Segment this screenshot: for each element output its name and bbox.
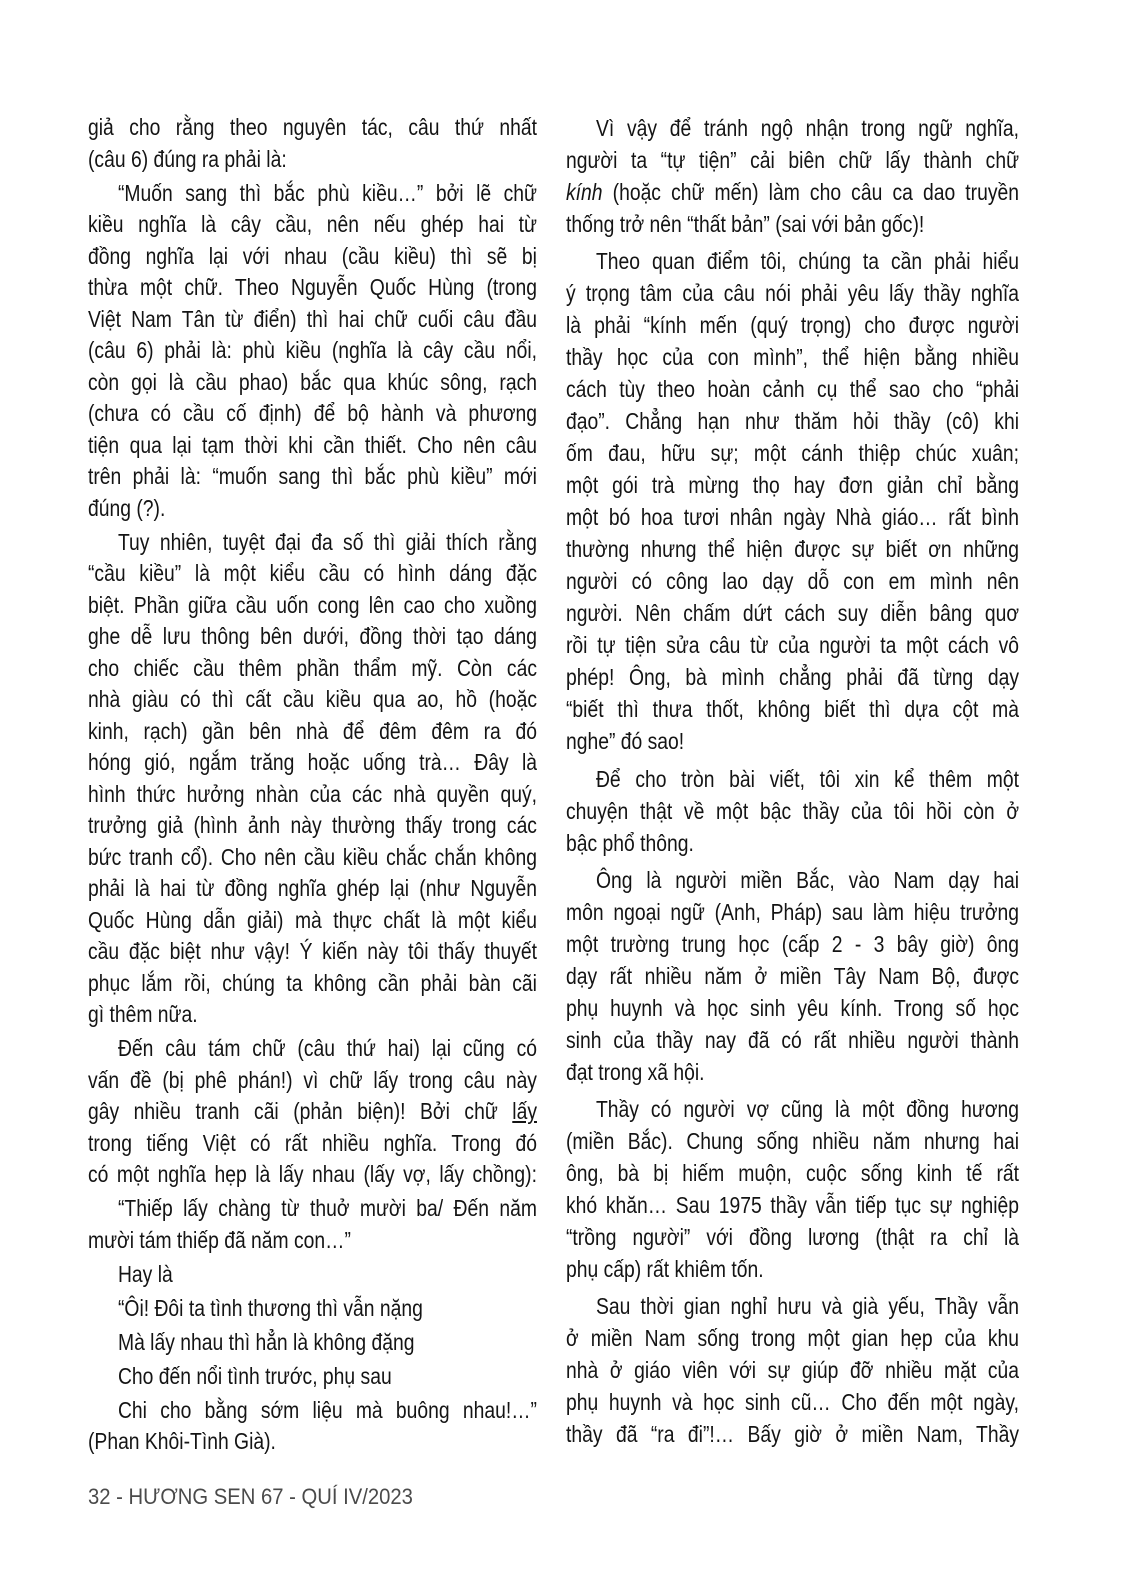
text-line: trong tiếng Việt có rất nhiều nghĩa. Trong đó (88, 1129, 537, 1156)
text-line: mười tám thiếp đã năm con…” (88, 1226, 351, 1253)
text-line: (câu 6) đúng ra phải là: (88, 145, 287, 172)
text-line: Đến câu tám chữ (câu thứ hai) lại cũng có (117, 1035, 537, 1061)
text-line: Ông là người miền Bắc, vào Nam dạy hai (595, 866, 1020, 893)
text-line: thầy đã “ra đi”!… Bấy giờ ở miền Nam, Thầy (566, 1421, 1020, 1448)
text-line: (câu 6) phải là: phù kiều (nghĩa là cây cầu nổi, (88, 337, 537, 363)
text-line: Quốc Hùng dẫn giải) mà thực chất là một kiểu (88, 906, 537, 933)
text-line: đồng nghĩa lại với nhau (cầu kiều) thì sẽ bị (88, 242, 537, 269)
paragraph (566, 1290, 1019, 1450)
text-line: “trồng người” với đồng lương (thật ra chỉ là (566, 1224, 1020, 1251)
text-line: (miền Bắc). Chung sống nhiều năm nhưng hai (566, 1128, 1020, 1155)
text-line: Thầy có người vợ cũng là một đồng hương (595, 1096, 1020, 1123)
text-line: dạy rất nhiều năm ở miền Tây Nam Bộ, được (566, 962, 1020, 989)
text-line: đạt trong xã hội. (566, 1058, 705, 1085)
text-line: ốm đau, hữu sự; một cánh thiệp chúc xuân; (566, 440, 1020, 467)
left-column (88, 112, 537, 1458)
text-line: một bó hoa tươi nhân ngày Nhà giáo… rất bình (566, 504, 1020, 531)
text-line: Hay là (117, 1260, 173, 1287)
text-line: thống trở nên “thất bản” (sai với bản gốc)! (566, 211, 925, 237)
right-column (566, 112, 1019, 1450)
paragraph (88, 178, 537, 525)
text-line: còn gọi là cầu phao) bắc qua khúc sông, rạch (88, 368, 537, 395)
paragraph (88, 1259, 537, 1291)
text-line: thường nhưng thể hiện được sự biết ơn những (566, 536, 1020, 563)
text-line: “biết thì thưa thốt, không biết thì dựa cột mà (566, 696, 1020, 723)
text-line: ông, bà bị hiếm muộn, cuộc sống kinh tế rất (566, 1160, 1020, 1187)
paragraph (88, 112, 537, 175)
text-line: rồi tự tiện sửa câu từ của người ta một cách vô (566, 632, 1020, 659)
text-line: một gói trà mừng thọ hay đơn giản chỉ bằng (566, 472, 1020, 499)
underlined-word: lấy (512, 1098, 537, 1124)
text-line: cho chiếc cầu thêm phần thẩm mỹ. Còn các (88, 654, 537, 681)
paragraph (566, 112, 1019, 240)
text-line: phụ huynh và học sinh cũ… Cho đến một ngày, (566, 1389, 1020, 1416)
text-line: trưởng giả (hình ảnh này thường thấy trong các (88, 812, 537, 838)
paragraph (566, 763, 1019, 859)
text-line: hóng gió, ngắm trăng hoặc uống trà… Đây là (88, 749, 537, 775)
text-line: Chi cho bằng sớm liệu mà buông nhau!…” (117, 1396, 537, 1423)
page-footer: 32 - HƯƠNG SEN 67 - QUÍ IV/2023 (88, 1484, 413, 1509)
text-line: người ta “tự tiện” cải biên chữ lấy thành chữ (566, 147, 1020, 173)
text-line: là phải “kính mến (quý trọng) cho được người (566, 312, 1020, 339)
text-line: đạo”. Chẳng hạn như thăm hỏi thầy (cô) khi (566, 408, 1020, 435)
text-line: kinh, rạch) gần bên nhà để đêm đêm ra đó (88, 717, 537, 744)
poem-line (88, 1361, 537, 1393)
paragraph (566, 864, 1019, 1088)
text-line: môn ngoại ngữ (Anh, Pháp) sau làm hiệu trưởng (566, 898, 1020, 925)
text-line: Cho đến nổi tình trước, phụ sau (117, 1362, 392, 1389)
text-line: thừa một chữ. Theo Nguyễn Quốc Hùng (trong (88, 274, 537, 300)
text-line: tiện qua lại tạm thời khi cần thiết. Cho nên câu (88, 431, 537, 458)
text-line: cầu đặc biệt như vậy! Ý kiến này tôi thấy thuyết (88, 938, 537, 964)
text-line: người có công lao dạy dỗ con em mình nên (566, 568, 1020, 595)
text-line: nhà giàu có thì cất cầu kiều qua ao, hồ (hoặc (88, 686, 537, 712)
text-line: hình thức hưởng nhàn của các nhà quyền quý, (88, 780, 537, 807)
text-line: phục lắm rồi, chúng ta không cần phải bàn cãi (88, 969, 537, 996)
text-line: sinh của thầy nay đã có rất nhiều người thành (566, 1026, 1020, 1053)
text-line: vấn đề (bị phê phán!) vì chữ lấy trong câu này (88, 1066, 537, 1093)
text-line: đúng (?). (88, 494, 166, 521)
text-line: Sau thời gian nghỉ hưu và già yếu, Thầy vẫn (595, 1293, 1020, 1320)
text-line: phụ cấp) rất khiêm tốn. (566, 1256, 764, 1283)
text-line: bức tranh cổ). Cho nên cầu kiều chắc chắn không (88, 843, 537, 870)
poem-line (88, 1293, 537, 1325)
text-line: Việt Nam Tân từ điển) thì hai chữ cuối câu đầu (88, 305, 537, 332)
paragraph (88, 1193, 537, 1256)
text-segment: gây nhiều tranh cãi (phản biện)! Bởi chữ (88, 1098, 513, 1124)
text-line: kiều nghĩa là cây cầu, nên nếu ghép hai từ (88, 211, 537, 237)
text-line: gì thêm nữa. (88, 1001, 198, 1027)
text-line: có một nghĩa hẹp là lấy nhau (lấy vợ, lấy chồng): (88, 1161, 537, 1187)
text-line: “Ôi! Đôi ta tình thương thì vẫn nặng (117, 1294, 423, 1321)
text-line: Tuy nhiên, tuyệt đại đa số thì giải thích rằng (117, 528, 537, 555)
paragraph (88, 1033, 537, 1191)
text-line: Để cho tròn bài viết, tôi xin kể thêm một (595, 765, 1020, 792)
text-line: người. Nên chấm dứt cách suy diễn bâng quơ (566, 600, 1020, 627)
text-line: nghe” đó sao! (566, 728, 685, 755)
text-line: “Muốn sang thì bắc phù kiều…” bởi lẽ chữ (117, 179, 537, 206)
text-segment: (hoặc chữ mến) làm cho câu ca dao truyền (602, 179, 1020, 205)
text-line: giả cho rằng theo nguyên tác, câu thứ nhất (88, 114, 537, 140)
paragraph (566, 1093, 1019, 1285)
text-line: cách tùy theo hoàn cảnh cụ thể sao cho “phải (566, 376, 1020, 403)
text-line: khó khăn… Sau 1975 thầy vẫn tiếp tục sự nghiệp (566, 1192, 1020, 1219)
text-line: bậc phổ thông. (566, 829, 694, 856)
text-line: thầy học của con mình”, thể hiện bằng nhiều (566, 344, 1020, 371)
text-line: trên phải là: “muốn sang thì bắc phù kiều” mới (88, 463, 537, 489)
paragraph (88, 527, 537, 1031)
poem-line (88, 1327, 537, 1359)
text-line: ghe dễ lưu thông bên dưới, đồng thời tạo dáng (88, 623, 537, 649)
text-line: nhà ở giáo viên với sự giúp đỡ nhiều mặt của (566, 1357, 1020, 1384)
text-line: Vì vậy để tránh ngộ nhận trong ngữ nghĩa, (595, 115, 1020, 141)
paragraph (566, 245, 1019, 757)
text-line (88, 1096, 537, 1128)
text-line: (chưa có cầu cố định) để bộ hành và phương (88, 400, 537, 426)
text-line: chuyện thật về một bậc thầy của tôi hồi còn ở (566, 797, 1020, 824)
text-line: biệt. Phần giữa cầu uốn cong lên cao cho xuồng (88, 591, 537, 618)
text-line: một trường trung học (cấp 2 - 3 bây giờ) ông (566, 930, 1020, 957)
text-line: phép! Ông, bà mình chẳng phải đã từng dạy (566, 664, 1020, 691)
text-line: (Phan Khôi-Tình Già). (88, 1428, 276, 1454)
text-line: phải là hai từ đồng nghĩa ghép lại (như Nguyễn (88, 875, 537, 901)
text-line (566, 176, 1019, 208)
text-line: ở miền Nam sống trong một gian hẹp của khu (566, 1325, 1020, 1352)
text-line: Theo quan điểm tôi, chúng ta cần phải hiểu (595, 248, 1020, 275)
text-line: “cầu kiều” là một kiểu cầu có hình dáng đặc (88, 560, 537, 586)
text-line: phụ huynh và học sinh yêu kính. Trong số học (566, 994, 1020, 1021)
text-line: Mà lấy nhau thì hẳn là không đặng (117, 1328, 415, 1355)
poem-line (88, 1395, 537, 1458)
italic-word: kính (566, 179, 603, 205)
text-line: ý trọng tâm của câu nói phải yêu lấy thầy nghĩa (566, 280, 1020, 307)
text-line: “Thiếp lấy chàng từ thuở mười ba/ Đến năm (117, 1195, 537, 1221)
